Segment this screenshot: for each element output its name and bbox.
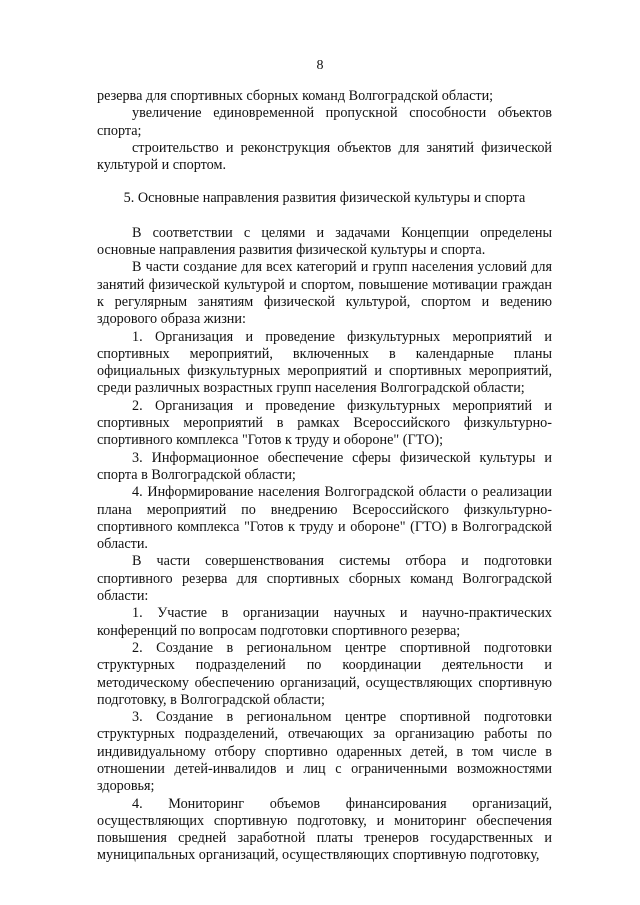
list-item: 3. Создание в региональном центре спортивной подготовки структурных подразделений, отвечающих за организацию работы по индивидуальному отбору спортивно одаренных детей, в том числе в отношении детей-инвалидов и лиц с ограниченными возможностями здоровья;: [97, 709, 552, 795]
paragraph: резерва для спортивных сборных команд Волгоградской области;: [97, 88, 494, 104]
list-item: 4. Информирование населения Волгоградской области о реализации плана мероприятий по внедрению Всероссийского физкультурно-спортивного комплекса "Готов к труду и обороне" (ГТО) в Волгоградской области.: [97, 484, 552, 553]
paragraph: В соответствии с целями и задачами Концепции определены основные направления развития физической культуры и спорта.: [97, 224, 552, 259]
section-heading: 5. Основные направления развития физической культуры и спорта: [123, 190, 526, 207]
page-number: 8: [316, 58, 324, 73]
document-body: [97, 88, 552, 865]
list-item: 3. Информационное обеспечение сферы физической культуры и спорта в Волгоградской области;: [97, 449, 552, 483]
list-item: 2. Создание в региональном центре спортивной подготовки структурных подразделений по координации деятельности и методическому обеспечению организаций, осуществляющих спортивную подготовку, в Волгоградской области;: [97, 639, 552, 708]
paragraph: увеличение единовременной пропускной способности объектов спорта;: [97, 105, 552, 139]
list-item: 2. Организация и проведение физкультурных мероприятий и спортивных мероприятий в рамках Всероссийского физкультурно-спортивного комплекса "Готов к труду и обороне" (ГТО);: [97, 397, 552, 449]
list-item: 4. Мониторинг объемов финансирования организаций, осуществляющих спортивную подготовку, и мониторинг обеспечения повышения средней заработной платы тренеров государственных и муниципальных организаций, осуществляющих спортивную подготовку,: [97, 795, 552, 864]
paragraph: В части создание для всех категорий и групп населения условий для занятий физической культурой и спортом, повышение мотивации граждан к регулярным занятиям физической культурой, спортом и ведению здорового образа жизни:: [97, 259, 552, 328]
paragraph: В части совершенствования системы отбора и подготовки спортивного резерва для спортивных сборных команд Волгоградской области:: [97, 553, 552, 605]
paragraph: строительство и реконструкция объектов для занятий физической культурой и спортом.: [97, 139, 552, 174]
list-item: 1. Участие в организации научных и научно-практических конференций по вопросам подготовки спортивного резерва;: [97, 605, 552, 639]
list-item: 1. Организация и проведение физкультурных мероприятий и спортивных мероприятий, включенных в календарные планы официальных физкультурных мероприятий и спортивных мероприятий, среди различных возрастных групп населения Волгоградской области;: [97, 328, 552, 397]
